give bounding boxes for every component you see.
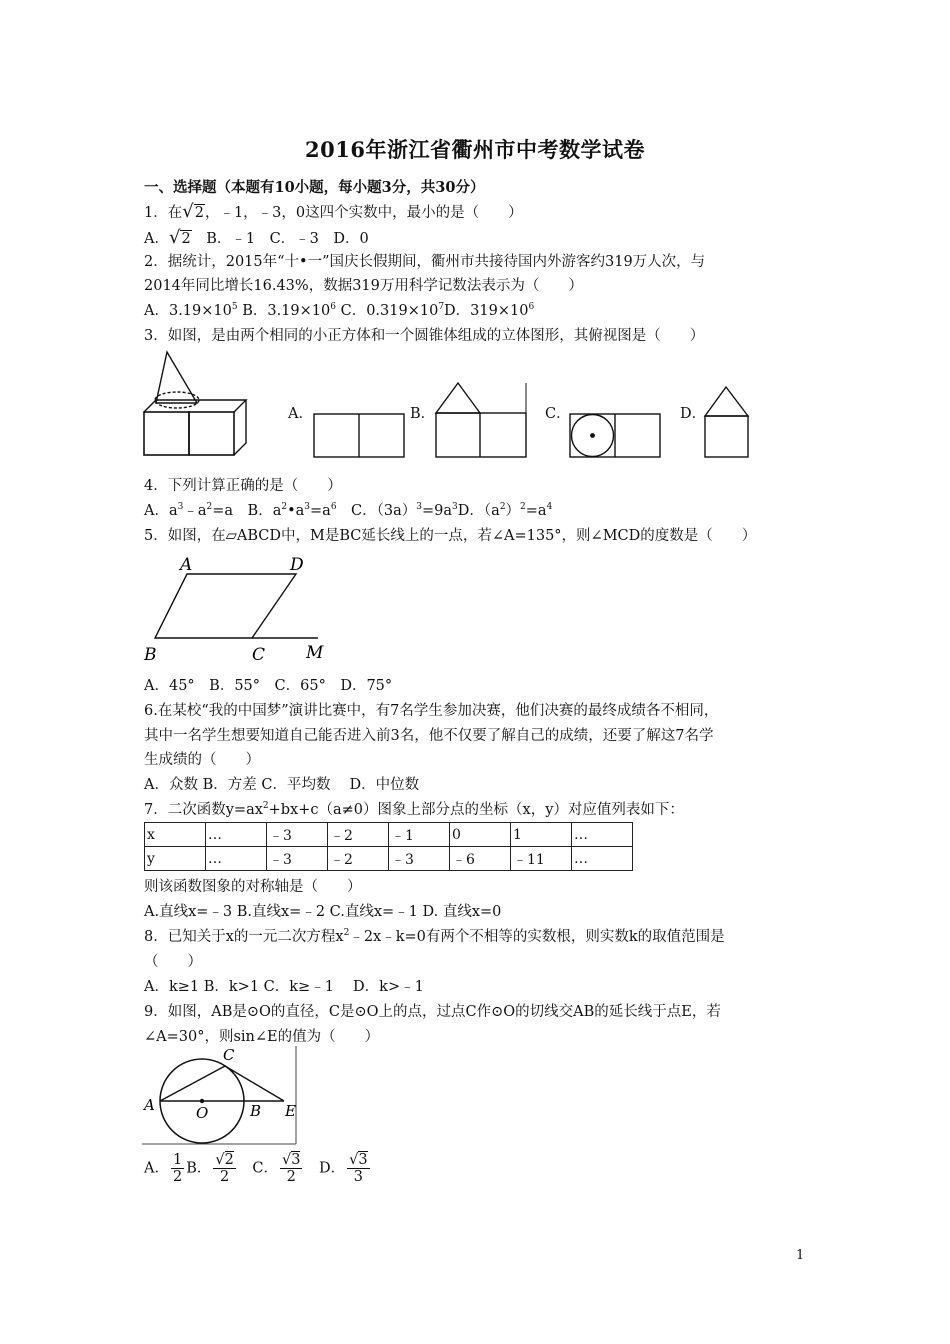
fraction: $\frac{√3}{2}$ — [281, 1152, 301, 1185]
question-5-stem: 5．如图，在▱ABCD中，M是BC延长线上的一点，若∠A=135°，则∠MCD的度数是（ ） — [144, 528, 757, 544]
option-d-figure — [702, 384, 754, 462]
sqrt-symbol: √ — [349, 1152, 359, 1168]
label-b: B — [144, 645, 157, 665]
table-cell: … — [572, 847, 633, 871]
question-2-options: A．$3.19\times 10^5$ B．$3.19\times 10^6$ C．$0.319\times 10^7D$．$319\times 10^6$ — [144, 302, 535, 319]
table-cell: 1 — [511, 823, 572, 847]
question-2-line-1: 2．据统计，2015年“十•一”国庆长假期间，衢州市共接待国内外游客约319万人次，与 — [144, 254, 706, 270]
label-a: A — [180, 555, 193, 575]
question-7-after: 则该函数图象的对称轴是（ ） — [144, 879, 362, 895]
sqrt-symbol: √ — [215, 1152, 225, 1168]
table-cell: y — [145, 847, 206, 871]
question-2-line-2: 2014年同比增长16.43%，数据319万用科学记数法表示为（ ） — [144, 278, 583, 294]
sqrt-symbol: √2 — [182, 201, 204, 222]
fraction: $\frac{√3}{3}$ — [349, 1152, 368, 1185]
section-heading: 一、选择题（本题有10小题，每小题3分，共30分） — [144, 179, 485, 196]
question-3-stem: 3．如图，是由两个相同的小正方体和一个圆锥体组成的立体图形，其俯视图是（ ） — [144, 328, 705, 344]
page-number: 1 — [796, 1248, 805, 1263]
question-4-stem: 4．下列计算正确的是（ ） — [144, 478, 342, 494]
question-1-options: A．√2 B．﹣1 C．﹣3 D．0 — [144, 227, 369, 248]
fraction: $\frac{√2}{2}$ — [215, 1152, 234, 1185]
table-cell: 0 — [450, 823, 511, 847]
question-9-line-1: 9．如图，AB是⊙O的直径，C是⊙O上的点，过点C作⊙O的切线交AB的延长线于点E，若 — [144, 1004, 721, 1020]
circle-tangent-figure — [140, 1044, 300, 1146]
question-9-line-2: ∠A=30°，则sin∠E的值为（ ） — [144, 1029, 380, 1045]
table-cell: ﹣2 — [328, 847, 389, 871]
question-5-options: A．45° B．55° C．65° D．75° — [144, 678, 393, 694]
table-cell: ﹣6 — [450, 847, 511, 871]
parallelogram-figure — [140, 552, 330, 668]
question-8-line-2: （ ） — [144, 954, 202, 970]
sqrt-symbol: √2 — [168, 227, 191, 248]
fraction: $\frac{1}{2}$ — [172, 1152, 183, 1185]
page-title: 2016年浙江省衢州市中考数学试卷 — [305, 137, 645, 162]
table-cell: ﹣1 — [389, 823, 450, 847]
option-a-figure — [312, 412, 408, 460]
question-6-line-1: 6.在某校“我的中国梦”演讲比赛中，有7名学生参加决赛，他们决赛的最终成绩各不相同， — [144, 703, 719, 719]
question-7-options: A.直线x=﹣3 B.直线x=﹣2 C.直线x=﹣1 D. 直线x=0 — [144, 904, 502, 920]
question-6-line-2: 其中一名学生想要知道自己能否进入前3名，他不仅要了解自己的成绩，还要了解这7名学 — [144, 728, 714, 744]
option-d-label: D． — [680, 406, 707, 422]
table-row — [145, 823, 633, 847]
table-cell: ﹣3 — [267, 823, 328, 847]
question-4-options: A．$a^3﹣a^2=a$ B．$a^2•a^3=a^6$ C．$(3a)^3=9a^3D$．$(a^2)^2=a^4$ — [144, 502, 553, 519]
label-c: C — [223, 1046, 235, 1064]
question-6-options: A．众数 B．方差 C．平均数 D．中位数 — [144, 777, 420, 793]
table-cell: ﹣3 — [389, 847, 450, 871]
solid-figure — [140, 346, 252, 458]
option-a-label: A． — [288, 406, 313, 422]
label-e: E — [285, 1102, 296, 1120]
option-c-figure — [568, 412, 664, 460]
table-cell: … — [572, 823, 633, 847]
label-a: A — [144, 1096, 155, 1114]
question-1-stem: 1．在√2，﹣1，﹣3，0这四个实数中，最小的是（ ） — [144, 201, 523, 222]
option-b-figure — [434, 380, 530, 462]
question-6-line-3: 生成绩的（ ） — [144, 752, 260, 768]
table-cell: ﹣11 — [511, 847, 572, 871]
table-cell: ﹣2 — [328, 823, 389, 847]
question-8-options: A．k≥1 B．k>1 C．k≥﹣1 D．k>﹣1 — [144, 979, 424, 995]
question-7-stem: 7．二次函数$y=ax^2+bx+c(a\ne 0)$图象上部分点的坐标（x，y）对应值列表如下： — [144, 801, 684, 818]
label-o: O — [196, 1104, 209, 1122]
value-table — [144, 822, 633, 871]
table-cell: x — [145, 823, 206, 847]
option-c-label: C． — [545, 406, 571, 422]
label-m: M — [306, 643, 324, 663]
table-cell: … — [206, 823, 267, 847]
label-b: B — [250, 1102, 262, 1120]
question-9-options: A． $\frac{1}{2}$ B． $\frac{√2}{2}$ C． $\frac{√3}{2}$ D． $\frac{√3}{3}$ — [144, 1152, 368, 1185]
table-cell: … — [206, 847, 267, 871]
table-row — [145, 847, 633, 871]
label-d: D — [290, 555, 304, 575]
sqrt-symbol: √ — [281, 1152, 292, 1168]
table-cell: ﹣3 — [267, 847, 328, 871]
label-c: C — [252, 645, 266, 665]
question-8-line-1: 8．已知关于x的一元二次方程$x^2﹣2x﹣k=0$有两个不相等的实数根，则实数k的取值范围是 — [144, 928, 725, 945]
option-b-label: B． — [410, 406, 436, 422]
